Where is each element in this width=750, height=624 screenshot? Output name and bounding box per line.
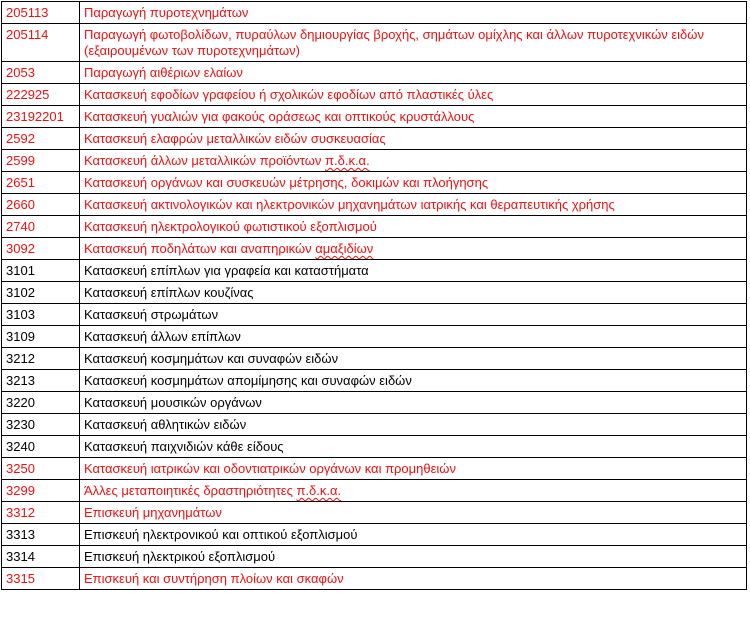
activity-description-cell	[80, 568, 747, 590]
activity-description-text: Κατασκευή μουσικών οργάνων	[84, 395, 262, 410]
table-row	[2, 24, 747, 62]
table-row	[2, 260, 747, 282]
activity-description-cell	[80, 502, 747, 524]
activity-description-text: Κατασκευή αθλητικών ειδών	[84, 417, 247, 432]
activity-code-cell: 3315	[2, 568, 80, 590]
activity-description-cell	[80, 106, 747, 128]
table-row	[2, 546, 747, 568]
table-row	[2, 524, 747, 546]
table-row	[2, 282, 747, 304]
activity-description-text: Κατασκευή στρωμάτων	[84, 307, 219, 322]
table-row	[2, 216, 747, 238]
table-row	[2, 2, 747, 24]
activity-description-text: Κατασκευή ελαφρών μεταλλικών ειδών συσκευασίας	[84, 131, 386, 146]
table-row	[2, 480, 747, 502]
activity-description-text: Άλλες μεταποιητικές δραστηριότητες	[84, 483, 297, 498]
activity-description-text: Κατασκευή γυαλιών για φακούς οράσεως και οπτικούς κρυστάλλους	[84, 109, 475, 124]
activity-code-cell: 3230	[2, 414, 80, 436]
table-row	[2, 238, 747, 260]
activity-description-cell	[80, 326, 747, 348]
activity-description-text: Κατασκευή άλλων επίπλων	[84, 329, 241, 344]
activity-description-cell	[80, 414, 747, 436]
spellcheck-flagged-text: αμαξιδίων	[315, 241, 374, 256]
activity-code-cell: 3220	[2, 392, 80, 414]
activity-description-text: Κατασκευή εφοδίων γραφείου ή σχολικών εφοδίων από πλαστικές ύλες	[84, 87, 494, 102]
activity-description-cell	[80, 194, 747, 216]
activity-code-cell: 2660	[2, 194, 80, 216]
activity-description-text: Κατασκευή ακτινολογικών και ηλεκτρονικών μηχανημάτων ιατρικής και θεραπευτικής χρήσης	[84, 197, 615, 212]
activity-code-cell: 2599	[2, 150, 80, 172]
activity-description-text: Κατασκευή επίπλων κουζίνας	[84, 285, 254, 300]
activity-code-cell: 2053	[2, 62, 80, 84]
table-row	[2, 436, 747, 458]
activity-description-cell	[80, 546, 747, 568]
activity-description-text: Κατασκευή άλλων μεταλλικών προϊόντων	[84, 153, 326, 168]
activity-description-text: Επισκευή ηλεκτρονικού και οπτικού εξοπλισμού	[84, 527, 358, 542]
activity-description-cell	[80, 150, 747, 172]
activity-description-text: Κατασκευή κοσμημάτων απομίμησης και συναφών ειδών	[84, 373, 412, 388]
table-row	[2, 326, 747, 348]
activity-description-cell	[80, 84, 747, 106]
activity-description-text: Κατασκευή ιατρικών και οδοντιατρικών οργάνων και προμηθειών	[84, 461, 456, 476]
activity-code-cell: 2740	[2, 216, 80, 238]
activity-description-text: Κατασκευή παιχνιδιών κάθε είδους	[84, 439, 284, 454]
activity-code-cell: 3250	[2, 458, 80, 480]
table-row	[2, 458, 747, 480]
activity-code-cell: 3240	[2, 436, 80, 458]
activity-code-cell: 3102	[2, 282, 80, 304]
activity-code-cell: 2651	[2, 172, 80, 194]
table-row	[2, 84, 747, 106]
table-row	[2, 150, 747, 172]
activity-codes-table-body	[2, 2, 747, 590]
table-row	[2, 128, 747, 150]
table-row	[2, 194, 747, 216]
activity-description-cell	[80, 128, 747, 150]
activity-code-cell: 3212	[2, 348, 80, 370]
activity-description-text: Παραγωγή αιθέριων ελαίων	[84, 65, 243, 80]
activity-description-cell	[80, 480, 747, 502]
activity-description-text: Παραγωγή πυροτεχνημάτων	[84, 5, 249, 20]
activity-description-text: Επισκευή ηλεκτρικού εξοπλισμού	[84, 549, 276, 564]
activity-code-cell: 3101	[2, 260, 80, 282]
table-row	[2, 348, 747, 370]
table-row	[2, 414, 747, 436]
activity-code-cell: 3314	[2, 546, 80, 568]
activity-codes-table	[1, 1, 747, 590]
activity-code-cell: 3313	[2, 524, 80, 546]
table-row	[2, 172, 747, 194]
activity-description-cell	[80, 260, 747, 282]
activity-code-cell: 222925	[2, 84, 80, 106]
activity-description-text: Κατασκευή επίπλων για γραφεία και καταστήματα	[84, 263, 369, 278]
activity-description-text: Επισκευή μηχανημάτων	[84, 505, 222, 520]
activity-description-cell	[80, 282, 747, 304]
activity-description-cell	[80, 24, 747, 62]
activity-description-cell	[80, 216, 747, 238]
activity-description-text: Κατασκευή κοσμημάτων και συναφών ειδών	[84, 351, 339, 366]
table-row	[2, 370, 747, 392]
activity-code-cell: 3213	[2, 370, 80, 392]
activity-description-cell	[80, 2, 747, 24]
activity-description-cell	[80, 436, 747, 458]
activity-code-cell: 3092	[2, 238, 80, 260]
activity-description-cell	[80, 524, 747, 546]
activity-code-cell: 205114	[2, 24, 80, 62]
activity-code-cell: 2592	[2, 128, 80, 150]
activity-description-cell	[80, 370, 747, 392]
activity-code-cell: 23192201	[2, 106, 80, 128]
table-row	[2, 304, 747, 326]
spellcheck-flagged-text: π.δ.κ.α.	[296, 483, 342, 498]
activity-description-cell	[80, 304, 747, 326]
activity-code-cell: 3299	[2, 480, 80, 502]
table-row	[2, 392, 747, 414]
activity-description-cell	[80, 348, 747, 370]
activity-description-cell	[80, 458, 747, 480]
activity-code-cell: 3109	[2, 326, 80, 348]
activity-description-text: Παραγωγή φωτοβολίδων, πυραύλων δημιουργίας βροχής, σημάτων ομίχλης και άλλων πυροτεχνικών ειδών (εξαιρουμένων των πυροτεχνημάτων)	[84, 27, 704, 58]
spellcheck-flagged-text: π.δ.κ.α.	[325, 153, 370, 168]
table-row	[2, 502, 747, 524]
activity-code-cell: 3103	[2, 304, 80, 326]
activity-description-cell	[80, 238, 747, 260]
table-row	[2, 568, 747, 590]
activity-code-cell: 205113	[2, 2, 80, 24]
activity-description-cell	[80, 392, 747, 414]
activity-description-cell	[80, 172, 747, 194]
activity-description-text: Κατασκευή ηλεκτρολογικού φωτιστικού εξοπλισμού	[84, 219, 377, 234]
table-row	[2, 106, 747, 128]
activity-description-text: Επισκευή και συντήρηση πλοίων και σκαφών	[84, 571, 344, 586]
activity-code-cell: 3312	[2, 502, 80, 524]
activity-description-text: Κατασκευή ποδηλάτων και αναπηρικών	[84, 241, 316, 256]
activity-description-text: Κατασκευή οργάνων και συσκευών μέτρησης, δοκιμών και πλοήγησης	[84, 175, 489, 190]
activity-description-cell	[80, 62, 747, 84]
table-row	[2, 62, 747, 84]
